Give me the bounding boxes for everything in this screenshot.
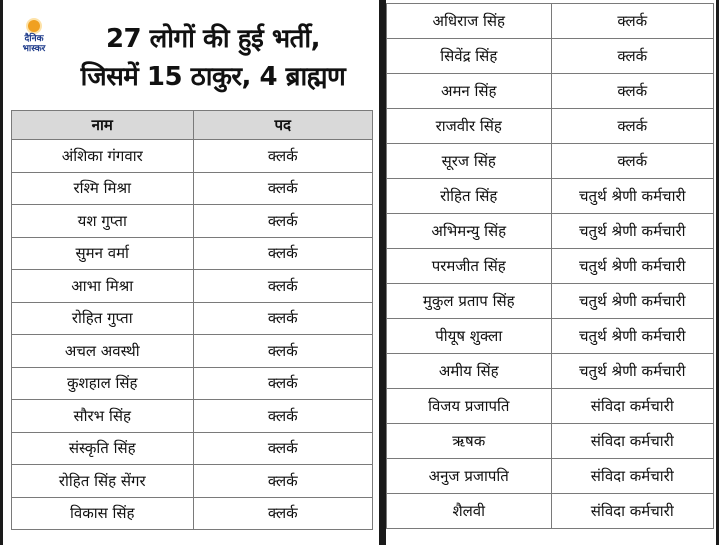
right-panel [386,0,716,545]
cell-name: अंशिका गंगवार [12,140,194,173]
table-row [387,354,714,389]
header-post: पद [193,111,373,140]
table-row [387,319,714,354]
table-row [387,4,714,39]
table-row [387,459,714,494]
cell-post: चतुर्थ श्रेणी कर्मचारी [551,214,714,249]
cell-name: रश्मि मिश्रा [12,172,194,205]
table-row [12,172,373,205]
table-row [12,140,373,173]
cell-post: क्लर्क [551,4,714,39]
cell-post: क्लर्क [551,109,714,144]
cell-name: विजय प्रजापति [387,389,552,424]
table-row [387,74,714,109]
table-row [12,497,373,530]
cell-name: अनुज प्रजापति [387,459,552,494]
cell-name: अमन सिंह [387,74,552,109]
table-row [12,205,373,238]
cell-name: पीयूष शुक्ला [387,319,552,354]
cell-post: क्लर्क [193,432,373,465]
cell-post: क्लर्क [193,400,373,433]
table-row [12,432,373,465]
cell-post: संविदा कर्मचारी [551,389,714,424]
cell-name: संस्कृति सिंह [12,432,194,465]
recruitment-table-right [386,3,714,529]
table-row [387,284,714,319]
cell-post: चतुर्थ श्रेणी कर्मचारी [551,249,714,284]
table-row [12,270,373,303]
table-row [387,389,714,424]
cell-name: अमीय सिंह [387,354,552,389]
table-row [387,494,714,529]
cell-name: मुकुल प्रताप सिंह [387,284,552,319]
cell-name: अचल अवस्थी [12,335,194,368]
table-row [387,249,714,284]
brand-logo [13,20,55,56]
cell-name: राजवीर सिंह [387,109,552,144]
cell-name: परमजीत सिंह [387,249,552,284]
table-row [12,367,373,400]
cell-post: क्लर्क [551,144,714,179]
cell-name: ऋषक [387,424,552,459]
table-row [387,144,714,179]
table-row [387,424,714,459]
header-name: नाम [12,111,194,140]
cell-name: सूरज सिंह [387,144,552,179]
table-row [387,214,714,249]
cell-name: कुशहाल सिंह [12,367,194,400]
cell-name: अधिराज सिंह [387,4,552,39]
table-row [387,109,714,144]
cell-post: क्लर्क [193,270,373,303]
cell-name: आभा मिश्रा [12,270,194,303]
cell-post: क्लर्क [193,335,373,368]
table-row [12,237,373,270]
cell-name: शैलवी [387,494,552,529]
cell-name: रोहित गुप्ता [12,302,194,335]
cell-post: चतुर्थ श्रेणी कर्मचारी [551,284,714,319]
cell-name: सुमन वर्मा [12,237,194,270]
cell-post: चतुर्थ श्रेणी कर्मचारी [551,179,714,214]
cell-post: चतुर्थ श्रेणी कर्मचारी [551,354,714,389]
cell-post: क्लर्क [193,237,373,270]
left-panel [3,0,379,545]
headline [53,20,373,96]
table-row [387,39,714,74]
cell-post: क्लर्क [193,367,373,400]
table-row [12,465,373,498]
brand-logo-text: दैनिक भास्कर [22,34,46,54]
cell-post: क्लर्क [551,39,714,74]
cell-name: विकास सिंह [12,497,194,530]
cell-name: अभिमन्यु सिंह [387,214,552,249]
cell-name: यश गुप्ता [12,205,194,238]
cell-post: क्लर्क [193,465,373,498]
table-row [12,400,373,433]
table-row [12,335,373,368]
cell-post: क्लर्क [551,74,714,109]
cell-name: सौरभ सिंह [12,400,194,433]
cell-post: क्लर्क [193,172,373,205]
cell-name: सिवेंद्र सिंह [387,39,552,74]
cell-name: रोहित सिंह [387,179,552,214]
cell-post: चतुर्थ श्रेणी कर्मचारी [551,319,714,354]
table-header-row [12,111,373,140]
cell-post: क्लर्क [193,302,373,335]
cell-post: संविदा कर्मचारी [551,494,714,529]
cell-name: रोहित सिंह सेंगर [12,465,194,498]
cell-post: संविदा कर्मचारी [551,459,714,494]
table-row [12,302,373,335]
table-row [387,179,714,214]
cell-post: क्लर्क [193,140,373,173]
cell-post: क्लर्क [193,497,373,530]
headline-line-2: जिसमें 15 ठाकुर, 4 ब्राह्मण [80,62,346,92]
recruitment-table-left [11,110,373,530]
cell-post: संविदा कर्मचारी [551,424,714,459]
headline-line-1: 27 लोगों की हुई भर्ती, [105,24,321,54]
sun-logo-icon [28,20,40,32]
cell-post: क्लर्क [193,205,373,238]
